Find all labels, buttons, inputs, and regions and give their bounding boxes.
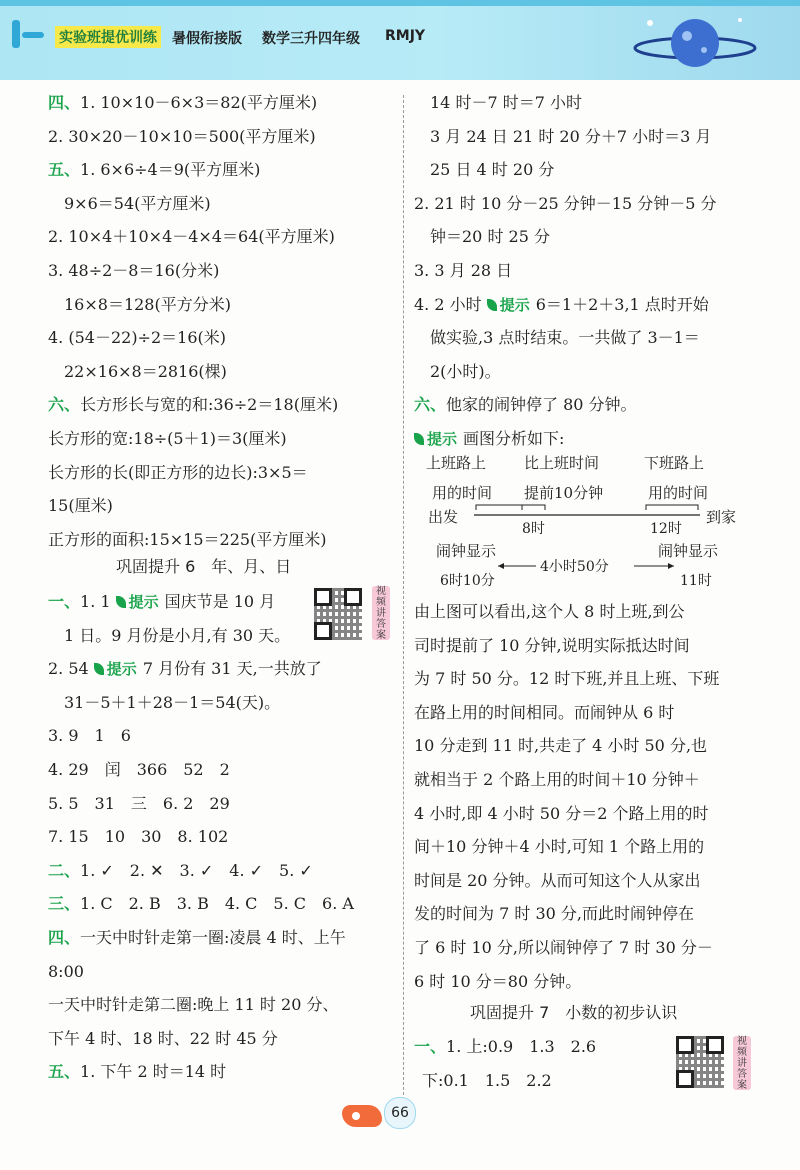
hint-text: 国庆节是 10 月 (164, 592, 276, 611)
right2-line (414, 971, 581, 993)
answer-text: 长方形的宽:18÷(5＋1)＝3(厘米) (48, 429, 287, 448)
left-line (48, 394, 338, 416)
answer-text: 发的时间为 7 时 30 分,而此时闹钟停在 (414, 904, 694, 924)
answer-text: 3. 3 月 28 日 (414, 261, 513, 280)
label-commute-to-2: 用的时间 (432, 484, 493, 502)
label-12h: 12时 (650, 521, 682, 537)
hint-text: 6＝1＋2＋3,1 点时开始 (535, 294, 709, 314)
hint-label: 提示 (106, 660, 137, 679)
answer-text: 3. 48÷2－8＝16(分米) (48, 261, 220, 280)
right-line (430, 361, 501, 383)
answer-text: 4. 29 闰 366 52 2 (48, 760, 230, 779)
right2-line (414, 635, 690, 657)
label-clock-right: 闹钟显示 (658, 542, 719, 560)
answer-text: 15(厘米) (48, 496, 113, 516)
section-7-title: 巩固提升 7 小数的初步认识 (470, 1003, 678, 1022)
left-line (48, 529, 327, 551)
right2-line (414, 601, 685, 623)
left-line (48, 462, 308, 484)
right2-line (414, 668, 719, 690)
left2-line (64, 625, 290, 647)
code-label: RMJY (385, 28, 426, 44)
right2-line (414, 702, 674, 724)
label-clock-left: 闹钟显示 (436, 542, 497, 560)
answer-text: 10 分走到 11 时,共走了 4 小时 50 分,也 (414, 736, 708, 756)
right-line (430, 327, 700, 349)
rocket-icon (8, 14, 48, 54)
answer-text: 2. 54 (48, 659, 94, 679)
label-home: 到家 (706, 508, 737, 526)
left-line (48, 126, 316, 148)
right-line (414, 193, 717, 215)
right-line (430, 126, 711, 148)
label-earlier-2: 提前10分钟 (524, 484, 604, 502)
answer-text: 长方形的长(即正方形的边长):3×5＝ (48, 462, 308, 482)
page-header (0, 0, 800, 80)
answer-text: 4 小时,即 4 小时 50 分＝2 个路上用的时 (414, 803, 709, 823)
section-numeral: 一、 (414, 1037, 447, 1056)
answer-text: 1. 下午 2 时＝14 时 (80, 1062, 227, 1082)
right-line (430, 226, 550, 248)
planet-icon (630, 8, 760, 78)
answer-text: 14 时－7 时＝7 小时 (430, 93, 582, 112)
left2-line (48, 893, 354, 915)
edition-label: 暑假衔接版 (172, 31, 242, 47)
label-commute-to-1: 上班路上 (426, 454, 487, 472)
answer-text: 1. 6×6÷4＝9(平方厘米) (80, 160, 261, 180)
right3-line (422, 1070, 552, 1092)
left2-line (48, 658, 322, 680)
answer-text: 4. 2 小时 (414, 294, 487, 314)
answer-text: 1. C 2. B 3. B 4. C 5. C 6. A (80, 894, 354, 914)
answer-text: 就相当于 2 个路上用的时间＋10 分钟＋ (414, 770, 700, 789)
answer-text: 1. 上:0.9 1.3 2.6 (446, 1037, 597, 1056)
label-commute-from-1: 下班路上 (644, 454, 705, 472)
section-numeral: 六、 (48, 395, 81, 415)
section-numeral: 五、 (48, 160, 81, 180)
answer-text: 司时提前了 10 分钟,说明实际抵达时间 (414, 635, 690, 655)
subject-label: 数学三升四年级 (262, 31, 360, 47)
left2-line (48, 793, 230, 815)
right-line (414, 294, 709, 316)
answer-text: 为 7 时 50 分。12 时下班,并且上班、下班 (414, 669, 720, 689)
answer-text: 在路上用的时间相同。而闹钟从 6 时 (414, 702, 675, 722)
label-end-time: 11时 (680, 573, 712, 589)
right2-line (414, 769, 700, 791)
answer-text: 16×8＝128(平方分米) (64, 294, 231, 314)
left2-line (48, 994, 338, 1016)
answer-text: 间＋10 分钟＋4 小时,可知 1 个路上用的 (414, 837, 705, 857)
left-line (48, 495, 113, 517)
hint-badge (116, 593, 159, 611)
left2-line (48, 860, 313, 882)
answer-text: 做实验,3 点时结束。一共做了 3－1＝ (430, 328, 700, 348)
label-depart: 出发 (428, 508, 459, 526)
answer-text: 22×16×8＝2816(棵) (64, 361, 227, 381)
right2-line (414, 735, 707, 757)
hint-label: 提示 (128, 593, 159, 611)
hint-text: 7 月份有 31 天,一共放了 (142, 659, 322, 679)
leaf-icon (414, 433, 424, 445)
column-divider (403, 95, 404, 1105)
answer-text: 1. 1 (80, 592, 116, 611)
answer-text: 钟＝20 时 25 分 (430, 227, 550, 247)
label-start-time: 6时10分 (440, 573, 495, 589)
answer-text: 6 时 10 分＝80 分钟。 (414, 971, 582, 991)
answer-text: 3 月 24 日 21 时 20 分＋7 小时＝3 月 (430, 126, 712, 146)
left2-line (64, 692, 280, 714)
hint-badge (414, 430, 457, 448)
section-6-title: 巩固提升 6 年、月、日 (116, 557, 292, 576)
answer-text: 下:0.1 1.5 2.2 (422, 1070, 552, 1090)
answer-text: 正方形的面积:15×15＝225(平方厘米) (48, 529, 327, 549)
hint-badge (487, 296, 530, 314)
left2-line (48, 826, 228, 848)
answer-text: 3. 9 1 6 (48, 726, 131, 746)
answer-text: 下午 4 时、18 时、22 时 45 分 (48, 1028, 278, 1048)
qr-caption: 视频讲答案 (372, 586, 390, 640)
right-line (430, 92, 582, 114)
right-line (414, 428, 564, 450)
label-commute-from-2: 用的时间 (648, 484, 709, 502)
left-line (64, 193, 211, 215)
left-line (64, 294, 231, 316)
answer-text: 一天中时针走第二圈:晚上 11 时 20 分、 (48, 995, 339, 1015)
left2-line (48, 759, 230, 781)
answer-text: 4. (54－22)÷2＝16(米) (48, 328, 226, 348)
submarine-icon (342, 1105, 382, 1127)
right-line (430, 159, 554, 181)
section-numeral: 六、 (414, 395, 447, 415)
answer-text: 5. 5 31 三 6. 2 29 (48, 793, 230, 813)
answer-text: 7. 15 10 30 8. 102 (48, 827, 229, 847)
hint-text: 画图分析如下: (463, 429, 565, 448)
right-line (414, 394, 637, 416)
section-numeral: 四、 (48, 93, 81, 112)
label-span: 4小时50分 (540, 559, 609, 575)
answer-text: 2(小时)。 (430, 361, 501, 381)
left-line (48, 327, 226, 349)
left2-line (48, 1028, 278, 1050)
right-line (414, 260, 512, 282)
section-numeral: 一、 (48, 592, 81, 611)
header-stripe (0, 0, 800, 6)
right2-line (414, 903, 694, 925)
hint-label: 提示 (499, 295, 530, 314)
answer-text: 一天中时针走第一圈:凌晨 4 时、上午 (80, 928, 346, 947)
answer-text: 时间是 20 分钟。从而可知这个人从家出 (414, 870, 701, 890)
right2-line (414, 836, 704, 858)
section-numeral: 二、 (48, 860, 81, 880)
leaf-icon (116, 596, 126, 608)
answer-text: 8:00 (48, 961, 84, 981)
answer-text: 1. ✓ 2. ✕ 3. ✓ 4. ✓ 5. ✓ (80, 860, 313, 880)
answer-text: 1 日。9 月份是小月,有 30 天。 (64, 625, 291, 645)
answer-text: 2. 30×20－10×10＝500(平方厘米) (48, 126, 316, 146)
qr-code-2[interactable] (676, 1036, 724, 1088)
submarine-window (352, 1112, 360, 1120)
left-line (48, 260, 219, 282)
left-line (48, 428, 287, 450)
answer-text: 9×6＝54(平方厘米) (64, 193, 211, 213)
section-numeral: 五、 (48, 1062, 81, 1082)
leaf-icon (94, 663, 104, 675)
label-8h: 8时 (522, 521, 545, 537)
hint-badge (94, 660, 137, 678)
answer-text: 1. 10×10－6×3＝82(平方厘米) (80, 93, 318, 112)
answer-text: 2. 21 时 10 分－25 分钟－15 分钟－5 分 (414, 193, 717, 213)
qr-caption-2: 视频讲答案 (733, 1036, 751, 1090)
left-line (48, 226, 335, 248)
qr-code[interactable] (314, 588, 362, 640)
series-tag: 实验班提优训练 (55, 26, 161, 48)
answer-text: 了 6 时 10 分,所以闹钟停了 7 时 30 分－ (414, 938, 713, 957)
section-numeral: 四、 (48, 928, 81, 947)
left2-line (48, 725, 131, 747)
hint-label: 提示 (427, 430, 458, 448)
right3-line (414, 1036, 596, 1058)
answer-text: 25 日 4 时 20 分 (430, 160, 555, 180)
answer-text: 长方形长与宽的和:36÷2＝18(厘米) (80, 395, 339, 415)
left2-line (48, 1061, 226, 1083)
left2-line (48, 591, 275, 613)
left-line (64, 361, 227, 383)
page-number: 66 (384, 1097, 416, 1129)
left2-line (48, 961, 84, 983)
section-numeral: 三、 (48, 894, 81, 914)
left-line (48, 159, 260, 181)
answer-text: 31－5＋1＋28－1＝54(天)。 (64, 692, 281, 712)
leaf-icon (487, 299, 497, 311)
right2-line (414, 803, 709, 825)
label-earlier-1: 比上班时间 (524, 454, 600, 472)
answer-text: 2. 10×4＋10×4－4×4＝64(平方厘米) (48, 227, 335, 247)
left2-line (48, 927, 346, 949)
right2-line (414, 937, 713, 959)
left-line (48, 92, 317, 114)
answer-text: 由上图可以看出,这个人 8 时上班,到公 (414, 602, 685, 621)
right2-line (414, 870, 701, 892)
answer-text: 他家的闹钟停了 80 分钟。 (446, 395, 637, 415)
